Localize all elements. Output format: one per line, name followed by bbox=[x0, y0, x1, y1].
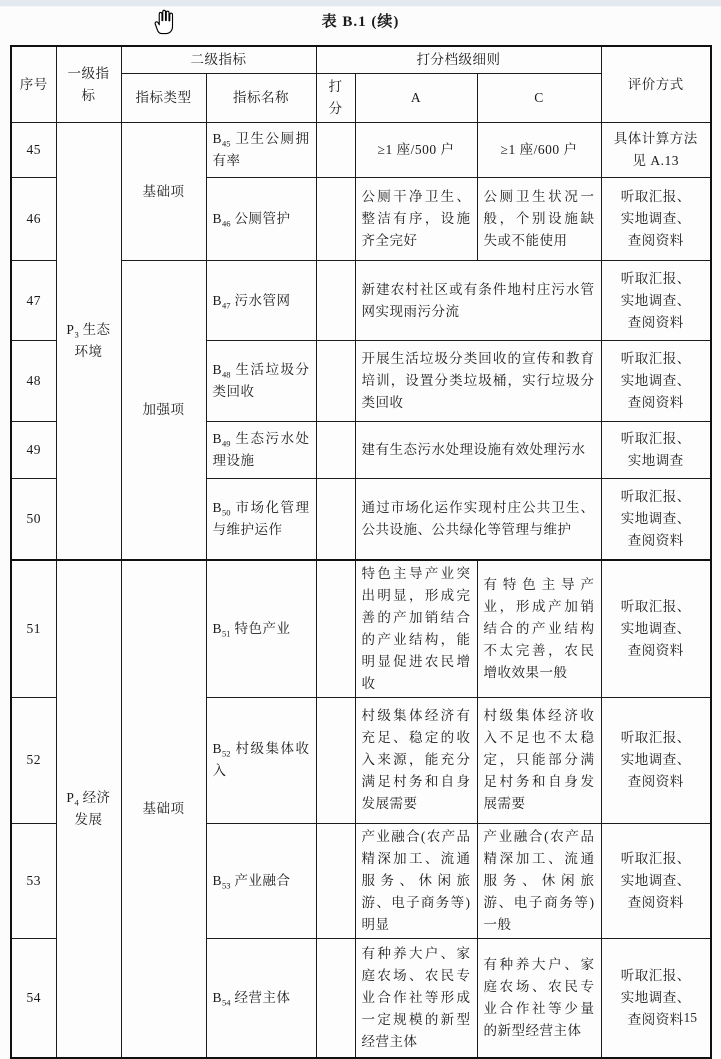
table-header-row-1 bbox=[11, 46, 711, 74]
grade-c-cell: 产业融合(农产品精深加工、流通服务、休闲旅游、电子商务等)一般 bbox=[477, 823, 601, 938]
grade-a-cell: 特色主导产业突出明显，形成完善的产加销结合的产业结构，能明显促进农民增收 bbox=[355, 560, 477, 698]
grade-ac-merged-cell: 开展生活垃圾分类回收的宣传和教育培训，设置分类垃圾桶，实行垃圾分类回收 bbox=[355, 341, 601, 422]
indicator-name-cell: $B_{46}$ 公厕管护 bbox=[206, 178, 316, 261]
indicator-name-cell: $B_{50}$ 市场化管理与维护运作 bbox=[206, 479, 316, 560]
indicator-type-cell-basic: 基础项 bbox=[121, 560, 206, 1059]
table-row bbox=[11, 123, 711, 178]
indicator-code: $B_{48}$ bbox=[212, 362, 231, 380]
table-title-continued: (续) bbox=[371, 14, 400, 30]
serial-cell: 46 bbox=[11, 178, 56, 261]
level1-name-line: $P_4$ 经济 bbox=[66, 789, 111, 808]
grade-c-cell: 村级集体经济收入不足也不太稳定，只能部分满足村务和自身发展需要 bbox=[477, 697, 601, 823]
page-title bbox=[0, 10, 721, 31]
indicator-code: $B_{49}$ bbox=[212, 431, 231, 449]
serial-cell: 50 bbox=[11, 479, 56, 560]
level1-indicator-cell-p4 bbox=[56, 560, 121, 1059]
indicator-name-cell: $B_{51}$ 特色产业 bbox=[206, 560, 316, 698]
evaluation-method-cell: 听取汇报、 实地调查、 查阅资料 bbox=[601, 479, 711, 560]
indicator-code: $B_{47}$ bbox=[212, 292, 231, 311]
evaluation-method-cell: 听取汇报、 实地调查 bbox=[601, 422, 711, 479]
level1-indicator-cell-p3 bbox=[56, 123, 121, 560]
grade-ac-merged-cell: 建有生态污水处理设施有效处理污水 bbox=[355, 422, 601, 479]
indicator-code: $B_{50}$ bbox=[212, 499, 231, 518]
serial-cell: 48 bbox=[11, 341, 56, 422]
indicator-type-cell-basic: 基础项 bbox=[121, 123, 206, 261]
serial-cell: 45 bbox=[11, 123, 56, 178]
grade-c-cell: 公厕卫生状况一般，个别设施缺失或不能使用 bbox=[477, 178, 601, 261]
evaluation-method-cell: 听取汇报、 实地调查、 查阅资料 bbox=[601, 938, 711, 1058]
indicator-code: $B_{52}$ bbox=[212, 741, 231, 759]
grade-a-cell: ≥1 座/500 户 bbox=[355, 123, 477, 178]
level1-name-line: 发展 bbox=[74, 811, 103, 827]
serial-cell: 51 bbox=[11, 560, 56, 698]
level1-name-line: $P_3$ 生态 bbox=[66, 321, 111, 340]
evaluation-method-cell: 听取汇报、 实地调查、 查阅资料 bbox=[601, 178, 711, 261]
serial-cell: 47 bbox=[11, 261, 56, 341]
score-cell bbox=[316, 479, 355, 560]
evaluation-method-cell: 听取汇报、 实地调查、 查阅资料 bbox=[601, 823, 711, 938]
score-cell bbox=[316, 697, 355, 823]
header-grade-c: C bbox=[477, 74, 601, 123]
header-level1-indicator: 一级指标 bbox=[56, 46, 121, 123]
score-cell bbox=[316, 341, 355, 422]
grade-c-cell: 有特色主导产业，形成产加销结合的产业结构不太完善，农民增收效果一般 bbox=[477, 560, 601, 698]
indicator-code: $B_{54}$ bbox=[212, 989, 231, 1008]
serial-cell: 53 bbox=[11, 823, 56, 938]
grade-ac-merged-cell: 通过市场化运作实现村庄公共卫生、公共设施、公共绿化等管理与维护 bbox=[355, 479, 601, 560]
table-row bbox=[11, 560, 711, 698]
grade-a-cell: 有种养大户、家庭农场、农民专业合作社等形成一定规模的新型经营主体 bbox=[355, 938, 477, 1058]
indicator-name-cell: $B_{47}$ 污水管网 bbox=[206, 261, 316, 341]
grade-c-cell: 有种养大户、家庭农场、农民专业合作社等少量的新型经营主体 bbox=[477, 938, 601, 1058]
evaluation-method-cell: 听取汇报、 实地调查、 查阅资料 bbox=[601, 341, 711, 422]
score-cell bbox=[316, 261, 355, 341]
indicator-type-cell-enhanced: 加强项 bbox=[121, 261, 206, 560]
indicator-name-cell: $B_{54}$ 经营主体 bbox=[206, 938, 316, 1058]
evaluation-method-cell: 听取汇报、 实地调查、 查阅资料 bbox=[601, 261, 711, 341]
indicator-code: $B_{53}$ bbox=[212, 872, 231, 891]
grade-a-cell: 公厕干净卫生、整洁有序，设施齐全完好 bbox=[355, 178, 477, 261]
page-number: 15 bbox=[683, 1010, 697, 1025]
hand-pan-cursor-icon bbox=[150, 6, 180, 36]
header-serial: 序号 bbox=[11, 46, 56, 123]
evaluation-indicator-table bbox=[10, 45, 712, 1059]
evaluation-method-cell: 听取汇报、 实地调查、 查阅资料 bbox=[601, 560, 711, 698]
indicator-name-cell: $B_{52}$ 村级集体收入 bbox=[206, 697, 316, 823]
evaluation-method-cell: 听取汇报、 实地调查、 查阅资料 bbox=[601, 697, 711, 823]
indicator-code: $B_{46}$ bbox=[212, 211, 231, 229]
header-grade-a: A bbox=[355, 74, 477, 123]
header-indicator-name: 指标名称 bbox=[206, 74, 316, 123]
level1-name-line: 环境 bbox=[74, 343, 103, 359]
header-level2-indicator: 二级指标 bbox=[121, 46, 316, 74]
indicator-name-cell: $B_{49}$ 生态污水处理设施 bbox=[206, 422, 316, 479]
score-cell bbox=[316, 560, 355, 698]
score-cell bbox=[316, 123, 355, 178]
grade-a-cell: 村级集体经济有充足、稳定的收入来源，能充分满足村务和自身发展需要 bbox=[355, 697, 477, 823]
score-cell bbox=[316, 178, 355, 261]
serial-cell: 49 bbox=[11, 422, 56, 479]
serial-cell: 52 bbox=[11, 697, 56, 823]
window-top-strip bbox=[0, 0, 721, 7]
score-cell bbox=[316, 422, 355, 479]
score-cell bbox=[316, 823, 355, 938]
indicator-name-cell: $B_{48}$ 生活垃圾分类回收 bbox=[206, 341, 316, 422]
grade-a-cell: 产业融合(农产品精深加工、流通服务、休闲旅游、电子商务等)明显 bbox=[355, 823, 477, 938]
indicator-code: $B_{51}$ bbox=[212, 620, 231, 639]
header-evaluation-method: 评价方式 bbox=[601, 46, 711, 123]
table-title: 表 B.1 bbox=[321, 14, 367, 30]
grade-ac-merged-cell: 新建农村社区或有条件地村庄污水管网实现雨污分流 bbox=[355, 261, 601, 341]
indicator-name-cell: $B_{45}$ 卫生公厕拥有率 bbox=[206, 123, 316, 178]
indicator-name-cell: $B_{53}$ 产业融合 bbox=[206, 823, 316, 938]
serial-cell: 54 bbox=[11, 938, 56, 1058]
header-indicator-type: 指标类型 bbox=[121, 74, 206, 123]
indicator-code: $B_{45}$ bbox=[212, 131, 231, 149]
grade-c-cell: ≥1 座/600 户 bbox=[477, 123, 601, 178]
evaluation-method-cell: 具体计算方法 见 A.13 bbox=[601, 123, 711, 178]
header-score: 打分 bbox=[316, 74, 355, 123]
score-cell bbox=[316, 938, 355, 1058]
header-scoring-rules: 打分档级细则 bbox=[316, 46, 601, 74]
